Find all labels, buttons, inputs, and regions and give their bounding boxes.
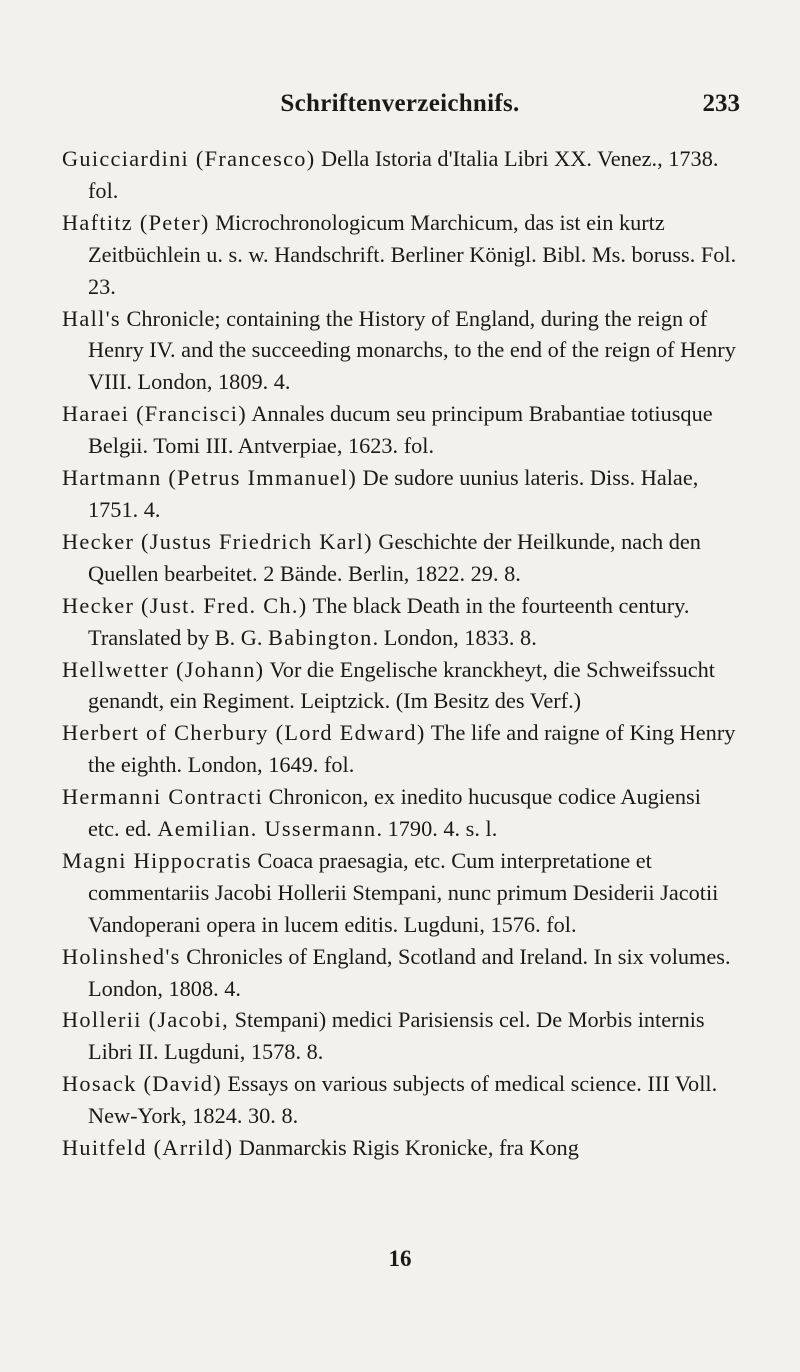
entry-author: Magni Hippocratis — [62, 847, 252, 873]
entry-text: Essays on various subjects of medical science. III Voll. New-York, 1824. 30. 8. — [88, 1071, 718, 1129]
entry-text: The black Death in the fourteenth century. Translated by B. G. — [88, 592, 690, 650]
entry-text: Microchronologicum Marchicum, das ist ein kurtz Zeitbüchlein u. s. w. Handschrift. Berliner Königl. Bibl. Ms. boruss. Fol. 23. — [88, 209, 737, 299]
bibliography-entry — [62, 207, 738, 303]
bibliography-entry — [62, 717, 738, 781]
bibliography-list — [62, 143, 738, 1164]
bibliography-entry — [62, 143, 738, 207]
entry-author: Huitfeld (Arrild) — [62, 1135, 234, 1161]
bibliography-entry — [62, 1004, 738, 1068]
entry-text: Chronicles of England, Scotland and Ireland. In six volumes. London, 1808. 4. — [88, 943, 731, 1001]
bibliography-entry — [62, 303, 738, 399]
entry-author: Haftitz (Peter) — [62, 209, 210, 235]
entry-text: Chronicon, ex inedito hucusque codice Augiensi etc. ed. — [88, 784, 701, 842]
bibliography-entry — [62, 590, 738, 654]
entry-author: Hosack (David) — [62, 1071, 222, 1097]
entry-text: Coaca praesagia, etc. Cum interpretatione et commentariis Jacobi Hollerii Stempani, nunc primum Desiderii Jacotii Vandoperani opera in lucem editis. Lugduni, 1576. fol. — [88, 847, 719, 937]
bibliography-entry — [62, 941, 738, 1005]
page-title: Schriftenverzeichnifs. — [280, 90, 520, 117]
entry-author: Hartmann (Petrus Immanuel) — [62, 465, 358, 491]
entry-text: Danmarckis Rigis Kronicke, fra Kong — [233, 1135, 579, 1161]
bibliography-entry — [62, 462, 738, 526]
bibliography-entry — [62, 526, 738, 590]
bibliography-entry — [62, 845, 738, 941]
entry-text-tail: . 1790. 4. s. l. — [376, 816, 498, 842]
entry-text: The life and raigne of King Henry the eighth. London, 1649. fol. — [88, 720, 736, 778]
entry-author: Guicciardini (Francesco) — [62, 146, 316, 171]
entry-text: De sudore uunius lateris. Diss. Halae, 1751. 4. — [88, 465, 699, 522]
entry-author: Holinshed's — [62, 943, 181, 969]
bibliography-entry — [62, 781, 738, 845]
running-header — [60, 88, 740, 128]
bibliography-entry — [62, 398, 738, 462]
entry-author: Hermanni Contracti — [62, 784, 264, 810]
entry-text: Vor die Engelische kranckheyt, die Schweifssucht genandt, ein Regiment. Leiptzick. (Im Besitz des Verf.) — [88, 656, 715, 714]
entry-text-tail: . London, 1833. 8. — [372, 624, 537, 650]
entry-text: Annales ducum seu principum Brabantiae totiusque Belgii. Tomi III. Antverpiae, 1623. fol. — [88, 401, 713, 459]
entry-author: Hall's — [62, 305, 121, 331]
entry-author: Hellwetter (Johann) — [62, 656, 265, 682]
page-number: 233 — [702, 90, 740, 117]
bibliography-entry — [62, 654, 738, 718]
entry-author: Hecker (Justus Friedrich Karl) — [62, 528, 373, 554]
entry-spaced-name: Aemilian. Ussermann — [157, 816, 377, 842]
entry-author: Haraei (Francisci) — [62, 401, 247, 427]
entry-text: Stempani) medici Parisiensis cel. De Morbis internis Libri II. Lugduni, 1578. 8. — [88, 1007, 705, 1065]
entry-spaced-name: Babington — [268, 624, 373, 650]
entry-text: Della Istoria d'Italia Libri XX. Venez., 1738. fol. — [88, 146, 719, 203]
bibliography-entry — [62, 1132, 738, 1164]
bibliography-entry — [62, 1068, 738, 1132]
entry-text: Geschichte der Heilkunde, nach den Quellen bearbeitet. 2 Bände. Berlin, 1822. 29. 8. — [88, 528, 701, 586]
entry-text: Chronicle; containing the History of England, during the reign of Henry IV. and the succeeding monarchs, to the end of the reign of Henry VIII. London, 1809. 4. — [88, 305, 736, 395]
entry-author: Herbert of Cherbury (Lord Edward) — [62, 720, 426, 746]
entry-author: Hecker (Just. Fred. Ch.) — [62, 592, 308, 618]
entry-author: Hollerii (Jacobi, — [62, 1007, 229, 1033]
signature-mark: 16 — [388, 1246, 412, 1271]
